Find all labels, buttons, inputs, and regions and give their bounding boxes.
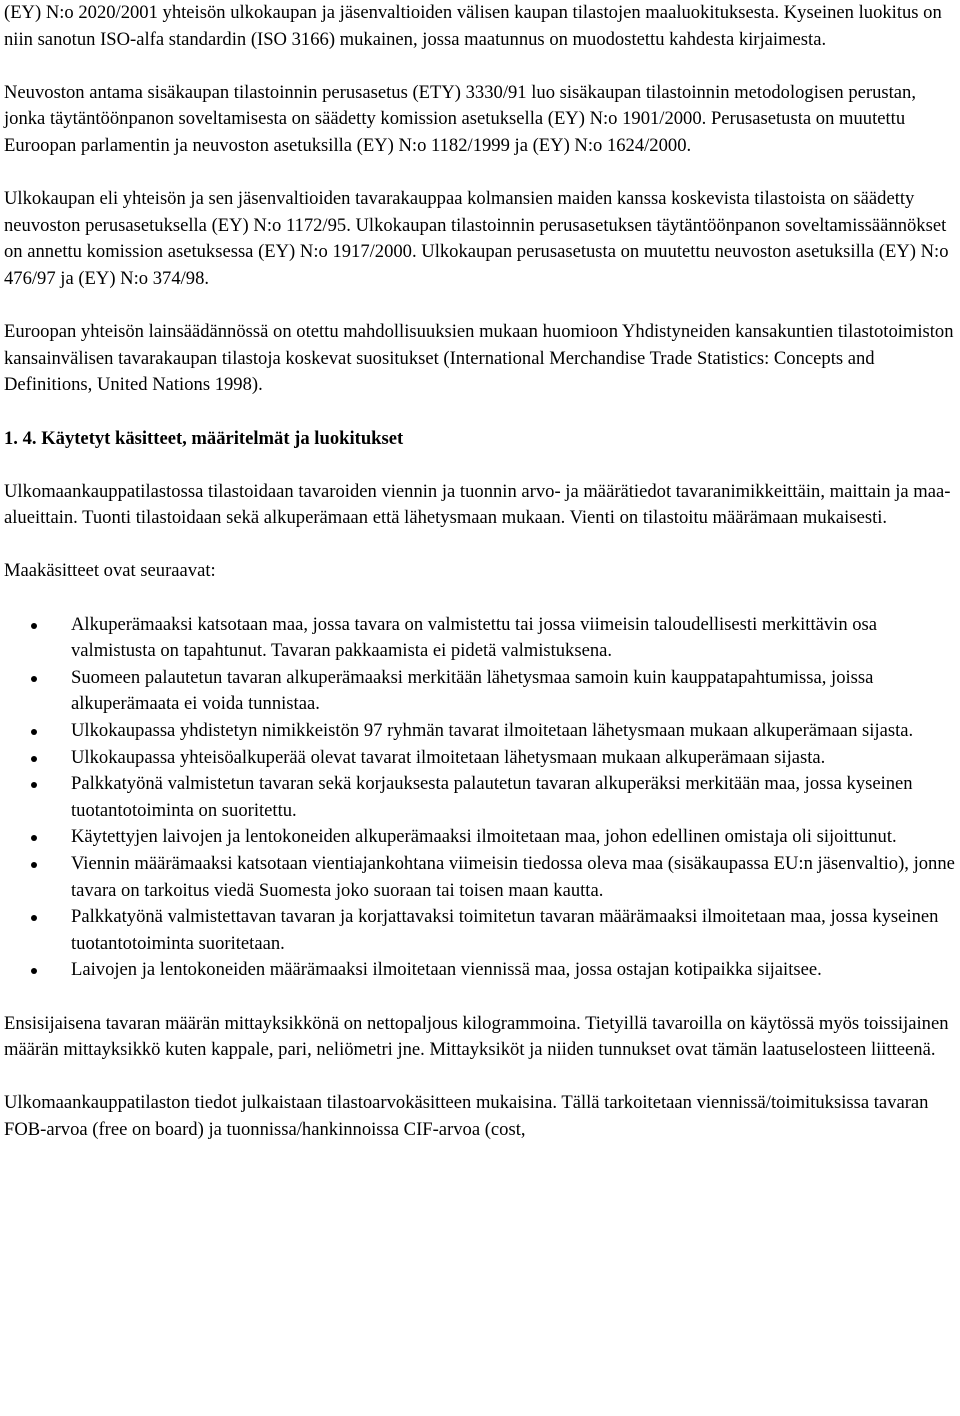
paragraph-country-classification: (EY) N:o 2020/2001 yhteisön ulkokaupan ja jäsenvaltioiden välisen kaupan tilastojen maaluokituksesta. Kyseinen luokitus on niin sanotun ISO-alfa standardin (ISO 3166) mukainen, jossa maatunnus on muodostettu kahdesta kirjaimesta. [4, 2, 942, 50]
list-item [4, 718, 956, 745]
bullet-icon [31, 835, 37, 841]
bullet-icon [31, 915, 37, 921]
list-item-text: Ulkokaupassa yhdistetyn nimikkeistön 97 ryhmän tavarat ilmoitetaan lähetysmaan mukaan alkuperämaan sijasta. [71, 720, 914, 742]
paragraph-un-recommendations: Euroopan yhteisön lainsäädännössä on otettu mahdollisuuksien mukaan huomioon Yhdistyneiden kansakuntien tilastotoimiston kansainvälisen tavarakaupan tilastoja koskevat suositukset (International Merchandise Trade Statistics: Concepts and Definitions, United Nations 1998). [4, 321, 954, 396]
bullet-icon [31, 862, 37, 868]
list-item [4, 745, 956, 772]
list-item [4, 851, 956, 904]
paragraph-intra-trade-regulation: Neuvoston antama sisäkaupan tilastoinnin perusasetus (ETY) 3330/91 luo sisäkaupan tilastoinnin metodologisen perustan, jonka täytäntöönpanon soveltamisesta on säädetty komission asetuksella (EY) N:o 1901/2000. Perusasetusta on muutettu Euroopan parlamentin ja neuvoston asetuksilla (EY) N:o 1182/1999 ja (EY) N:o 1624/2000. [4, 81, 916, 156]
document-page [4, 0, 956, 1144]
list-item-text: Viennin määrämaaksi katsotaan vientiajankohtana viimeisin tiedossa oleva maa (sisäkaupassa EU:n jäsenvaltio), jonne tavara on tarkoitus viedä Suomesta joko suoraan tai toisen maan kautta. [71, 853, 955, 901]
list-item-text: Palkkatyönä valmistettavan tavaran ja korjattavaksi toimitetun tavaran määrämaaksi ilmoitetaan maa, jossa kyseinen tuotantotoiminta suoritetaan. [71, 906, 939, 954]
paragraph-quantity-units: Ensisijaisena tavaran määrän mittayksikkönä on nettopaljous kilogrammoina. Tietyillä tavaroilla on käytössä myös toissijainen määrän mittayksikkö kuten kappale, pari, neliömetri jne. Mittayksiköt ja niiden tunnukset ovat tämän laatuselosteen liitteenä. [4, 1012, 949, 1061]
list-item-text: Alkuperämaaksi katsotaan maa, jossa tavara on valmistettu tai jossa viimeisin taloudellisesti merkittävin osa valmistusta on tapahtunut. Tavaran pakkaamista ei pidetä valmistuksena. [71, 613, 878, 662]
bullet-icon [31, 782, 37, 788]
list-item [4, 904, 956, 957]
list-item-text: Laivojen ja lentokoneiden määrämaaksi ilmoitetaan viennissä maa, jossa ostajan kotipaikka sijaitsee. [71, 959, 822, 981]
bullet-icon [31, 756, 37, 762]
bullet-icon [31, 676, 37, 682]
list-item [4, 612, 956, 665]
country-concepts-list [4, 612, 956, 984]
list-item [4, 771, 956, 824]
bullet-icon [31, 729, 37, 735]
list-item [4, 665, 956, 718]
bullet-icon [31, 968, 37, 974]
paragraph-statistical-value: Ulkomaankauppatilaston tiedot julkaistaan tilastoarvokäsitteen mukaisina. Tällä tarkoitetaan viennissä/toimituksissa tavaran FOB-arvoa (free on board) ja tuonnissa/hankinnoissa CIF-arvoa (cost, [4, 1092, 929, 1140]
list-item-text: Palkkatyönä valmistetun tavaran sekä korjauksesta palautetun tavaran alkuperäksi merkitään maa, jossa kyseinen tuotantotoiminta on suoritettu. [71, 773, 913, 821]
list-item-text: Ulkokaupassa yhteisöalkuperää olevat tavarat ilmoitetaan lähetysmaan mukaan alkuperämaan sijasta. [71, 746, 826, 768]
paragraph-statistics-scope: Ulkomaankauppatilastossa tilastoidaan tavaroiden viennin ja tuonnin arvo- ja määrätiedot tavaranimikkeittäin, maittain ja maa-alueittain. Tuonti tilastoidaan sekä alkuperämaan että lähetysmaan mukaan. Vienti on tilastoitu määrämaan mukaisesti. [4, 480, 951, 529]
paragraph-country-concepts-intro: Maakäsitteet ovat seuraavat: [4, 560, 216, 582]
list-item-text: Suomeen palautetun tavaran alkuperämaaksi merkitään lähetysmaa samoin kuin kauppatapahtumissa, joissa alkuperämaata ei voida tunnistaa. [71, 666, 874, 715]
list-item [4, 957, 956, 984]
section-heading: 1. 4. Käytetyt käsitteet, määritelmät ja luokitukset [4, 427, 404, 449]
list-item [4, 824, 956, 851]
bullet-icon [31, 623, 37, 629]
paragraph-extra-trade-regulation: Ulkokaupan eli yhteisön ja sen jäsenvaltioiden tavarakauppaa kolmansien maiden kanssa koskevista tilastoista on säädetty neuvoston perusasetuksella (EY) N:o 1172/95. Ulkokaupan tilastoinnin perusasetuksen täytäntöönpanon soveltamissäännökset on annettu komission asetuksessa (EY) N:o 1917/2000. Ulkokaupan perusasetusta on muutettu neuvoston asetuksilla (EY) N:o 476/97 ja (EY) N:o 374/98. [4, 188, 949, 289]
list-item-text: Käytettyjen laivojen ja lentokoneiden alkuperämaaksi ilmoitetaan maa, johon edellinen omistaja oli sijoittunut. [71, 826, 897, 848]
